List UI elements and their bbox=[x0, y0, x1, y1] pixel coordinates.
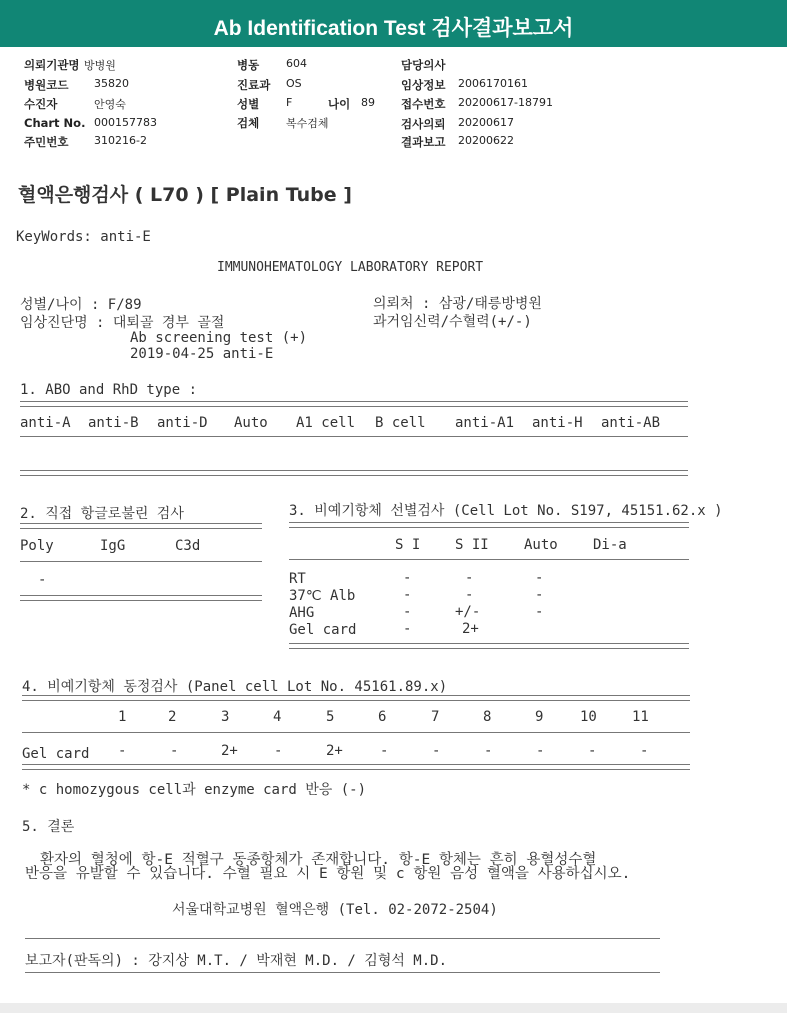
s1-header: anti-H bbox=[532, 415, 583, 431]
s4-cell: 2+ bbox=[221, 743, 238, 759]
lab-title: IMMUNOHEMATOLOGY LABORATORY REPORT bbox=[217, 260, 484, 275]
info-label: 수진자 bbox=[24, 97, 58, 111]
s4-header: 11 bbox=[632, 709, 649, 725]
double-rule bbox=[289, 522, 689, 528]
section-5-title: 5. 결론 bbox=[22, 819, 75, 835]
referrer: 의뢰처 : 삼광/태릉방병원 bbox=[373, 296, 542, 312]
prior-result: 2019-04-25 anti-E bbox=[130, 346, 274, 362]
info-label: 진료과 bbox=[237, 78, 271, 92]
section-4-title: 4. 비예기항체 동정검사 (Panel cell Lot No. 45161.89.x) bbox=[22, 679, 448, 695]
double-rule bbox=[20, 523, 262, 529]
info-value: 방병원 bbox=[84, 59, 116, 72]
s1-header: anti-A1 bbox=[455, 415, 515, 431]
info-value: 20200617-18791 bbox=[458, 96, 553, 109]
s4-cell: - bbox=[432, 743, 441, 759]
s1-header: A1 cell bbox=[296, 415, 356, 431]
info-label: 병원코드 bbox=[24, 78, 69, 92]
history: 과거임신력/수혈력(+/-) bbox=[373, 314, 532, 330]
s4-cell: - bbox=[536, 743, 545, 759]
s3-header: Auto bbox=[524, 537, 558, 553]
double-rule bbox=[22, 695, 690, 701]
dashed-rule bbox=[22, 732, 690, 733]
s4-note: * c homozygous cell과 enzyme card 반응 (-) bbox=[22, 782, 367, 798]
s4-row-label: Gel card bbox=[22, 746, 90, 762]
info-label: 결과보고 bbox=[401, 135, 446, 149]
info-value: 20200622 bbox=[458, 134, 514, 147]
info-label: 임상정보 bbox=[401, 78, 446, 92]
double-rule bbox=[289, 643, 689, 649]
info-value: 89 bbox=[361, 96, 375, 109]
s2-header: IgG bbox=[100, 538, 126, 554]
s4-cell: - bbox=[588, 743, 597, 759]
s4-header: 1 bbox=[118, 709, 127, 725]
s4-header: 5 bbox=[326, 709, 335, 725]
diagnosis: 임상진단명 : 대퇴골 경부 골절 bbox=[20, 315, 225, 331]
s4-header: 10 bbox=[580, 709, 597, 725]
s1-header: Auto bbox=[234, 415, 268, 431]
double-rule bbox=[20, 401, 688, 407]
info-label: 담당의사 bbox=[401, 58, 446, 72]
s3-row-label: 37℃ Alb bbox=[289, 588, 356, 604]
double-rule bbox=[20, 470, 688, 476]
s3-cell: - bbox=[535, 587, 544, 603]
info-label: 접수번호 bbox=[401, 97, 446, 111]
s4-cell: - bbox=[380, 743, 389, 759]
double-rule bbox=[22, 764, 690, 770]
sex-age: 성별/나이 : F/89 bbox=[20, 297, 142, 313]
s3-row-label: Gel card bbox=[289, 622, 357, 638]
s2-value: - bbox=[38, 572, 47, 588]
info-value: 복수검체 bbox=[286, 117, 329, 130]
s4-header: 6 bbox=[378, 709, 387, 725]
s3-cell: - bbox=[403, 587, 412, 603]
s2-header: Poly bbox=[20, 538, 54, 554]
dashed-rule bbox=[25, 972, 660, 973]
info-value: 000157783 bbox=[94, 116, 157, 129]
dashed-rule bbox=[20, 561, 262, 562]
s4-cell: - bbox=[170, 743, 179, 759]
info-value: 2006170161 bbox=[458, 77, 528, 90]
s3-cell: - bbox=[465, 587, 474, 603]
info-label: 주민번호 bbox=[24, 135, 69, 149]
info-value: OS bbox=[286, 77, 302, 90]
s3-row-label: RT bbox=[289, 571, 306, 587]
s3-cell: - bbox=[535, 570, 544, 586]
s4-cell: - bbox=[484, 743, 493, 759]
s4-header: 2 bbox=[168, 709, 177, 725]
dashed-rule bbox=[289, 559, 689, 560]
info-value: 604 bbox=[286, 57, 307, 70]
s3-header: S II bbox=[455, 537, 489, 553]
report-header: Ab Identification Test 검사결과보고서 bbox=[0, 0, 787, 47]
conclusion-line-1: 환자의 혈청에 항-E 적혈구 동종항체가 존재합니다. 항-E 항체는 흔히 용혈성수혈 bbox=[40, 852, 597, 868]
info-value: F bbox=[286, 96, 293, 109]
s1-header: anti-D bbox=[157, 415, 208, 431]
section-1-title: 1. ABO and RhD type : bbox=[20, 382, 198, 398]
s4-header: 7 bbox=[431, 709, 440, 725]
info-label: 검체 bbox=[237, 116, 260, 130]
s1-header: B cell bbox=[375, 415, 426, 431]
section-2-title: 2. 직접 항글로불린 검사 bbox=[20, 506, 184, 522]
keywords: KeyWords: anti-E bbox=[16, 229, 151, 245]
info-value: 안영숙 bbox=[94, 98, 126, 111]
s4-cell: 2+ bbox=[326, 743, 343, 759]
s3-cell: - bbox=[535, 604, 544, 620]
s3-cell: 2+ bbox=[462, 621, 479, 637]
info-label: 성별 bbox=[237, 97, 260, 111]
info-value: 20200617 bbox=[458, 116, 514, 129]
s3-header: Di-a bbox=[593, 537, 627, 553]
reporter: 보고자(판독의) : 강지상 M.T. / 박재현 M.D. / 김형석 M.D. bbox=[25, 953, 448, 969]
s4-header: 3 bbox=[221, 709, 230, 725]
s1-header: anti-B bbox=[88, 415, 139, 431]
s3-row-label: AHG bbox=[289, 605, 315, 621]
s4-cell: - bbox=[274, 743, 283, 759]
screening: Ab screening test (+) bbox=[130, 330, 308, 346]
double-rule bbox=[20, 595, 262, 601]
dashed-rule bbox=[25, 938, 660, 939]
s3-header: S I bbox=[395, 537, 421, 553]
dashed-rule bbox=[20, 436, 688, 437]
info-label: 검사의뢰 bbox=[401, 117, 446, 131]
info-label: 의뢰기관명 bbox=[24, 58, 80, 72]
s3-cell: - bbox=[465, 570, 474, 586]
s3-cell: - bbox=[403, 570, 412, 586]
section-3-title: 3. 비예기항체 선별검사 (Cell Lot No. S197, 45151.62.x ) bbox=[289, 503, 723, 519]
s3-cell: - bbox=[403, 621, 412, 637]
s4-header: 8 bbox=[483, 709, 492, 725]
s1-header: anti-A bbox=[20, 415, 71, 431]
s4-cell: - bbox=[118, 743, 127, 759]
s4-header: 9 bbox=[535, 709, 544, 725]
s3-cell: - bbox=[403, 604, 412, 620]
conclusion-line-2: 반응을 유발할 수 있습니다. 수혈 필요 시 E 항원 및 c 항원 음성 혈액을 사용하십시오. bbox=[25, 866, 631, 882]
info-value: 310216-2 bbox=[94, 134, 147, 147]
info-label: Chart No. bbox=[24, 116, 86, 130]
s1-header: anti-AB bbox=[601, 415, 661, 431]
s4-cell: - bbox=[640, 743, 649, 759]
s2-header: C3d bbox=[175, 538, 201, 554]
s3-cell: +/- bbox=[455, 604, 481, 620]
info-label: 나이 bbox=[328, 97, 351, 111]
info-value: 35820 bbox=[94, 77, 129, 90]
footer-band bbox=[0, 1003, 787, 1013]
report-title: 혈액은행검사 ( L70 ) [ Plain Tube ] bbox=[18, 184, 352, 206]
institution: 서울대학교병원 혈액은행 (Tel. 02-2072-2504) bbox=[172, 902, 498, 918]
info-label: 병동 bbox=[237, 58, 260, 72]
s4-header: 4 bbox=[273, 709, 282, 725]
